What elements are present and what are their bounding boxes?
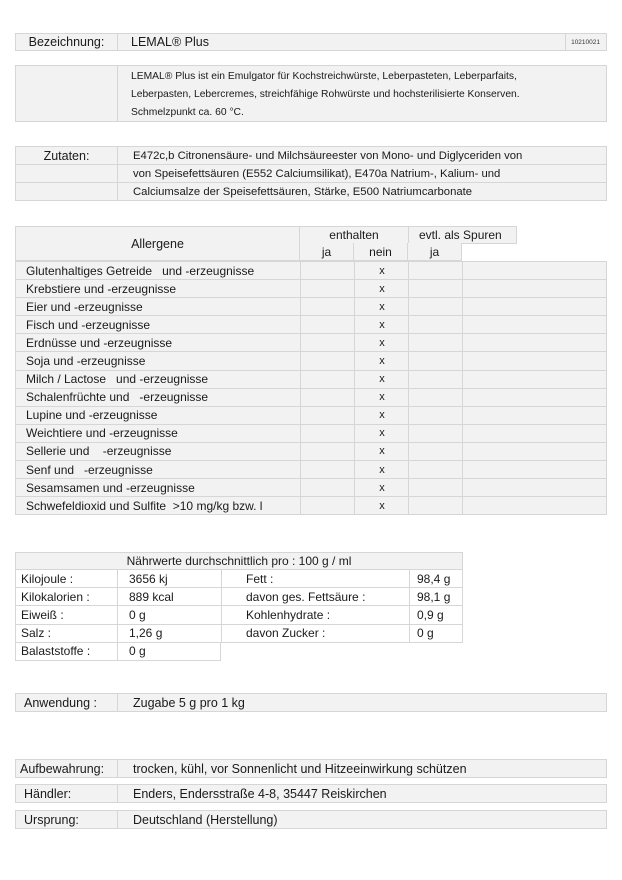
divider xyxy=(117,34,118,50)
allergen-col-yes: ja xyxy=(300,243,354,261)
ingredients-label: Zutaten: xyxy=(43,149,90,163)
allergen-row xyxy=(15,262,607,280)
allergen-traces-yes xyxy=(409,316,463,333)
nutrition-label: Kilojoule : xyxy=(21,571,74,586)
allergen-traces-yes xyxy=(409,352,463,369)
allergen-contained-no: x xyxy=(379,463,385,476)
dealer-label: Händler: xyxy=(24,786,72,801)
allergen-contained-no: x xyxy=(379,282,385,295)
nutrition-label: Salz : xyxy=(21,626,52,641)
divider xyxy=(462,479,463,496)
product-name: LEMAL® Plus xyxy=(131,35,209,49)
allergen-row xyxy=(15,280,607,298)
allergen-group-contained: enthalten xyxy=(300,226,408,244)
divider xyxy=(462,407,463,424)
allergen-row xyxy=(15,425,607,443)
allergen-traces-yes xyxy=(409,479,463,496)
nutrition-value: 0 g xyxy=(129,607,146,622)
nutrition-label: davon Zucker : xyxy=(246,626,326,641)
allergen-traces-yes xyxy=(409,371,463,388)
allergen-contained-no: x xyxy=(379,300,385,313)
nutrition-row xyxy=(15,625,463,643)
allergen-contained-yes xyxy=(301,461,355,478)
allergen-name: Sesamsamen und -erzeugnisse xyxy=(26,480,195,495)
product-name-row xyxy=(15,33,607,51)
origin-value: Deutschland (Herstellung) xyxy=(133,812,278,827)
divider xyxy=(117,694,118,711)
divider xyxy=(462,461,463,478)
divider xyxy=(565,34,566,50)
allergen-row xyxy=(15,497,607,515)
allergen-contained-yes xyxy=(301,352,355,369)
allergen-table xyxy=(15,261,607,515)
allergen-name: Lupine und -erzeugnisse xyxy=(26,408,158,423)
allergen-traces-yes xyxy=(409,334,463,351)
nutrition-value: 0 g xyxy=(417,626,434,641)
nutrition-value: 889 kcal xyxy=(129,589,174,604)
allergen-contained-no: x xyxy=(379,336,385,349)
nutrition-table xyxy=(15,552,463,661)
divider xyxy=(117,66,118,121)
product-name-label: Bezeichnung: xyxy=(28,35,105,49)
allergen-contained-yes xyxy=(301,425,355,442)
description-line: LEMAL® Plus ist ein Emulgator für Kochstreichwürste, Leberpasteten, Leberparfaits, xyxy=(131,71,517,82)
allergen-name: Glutenhaltiges Getreide und -erzeugnisse xyxy=(26,263,255,278)
divider xyxy=(117,811,118,828)
allergen-traces-yes xyxy=(409,389,463,406)
allergen-contained-no: x xyxy=(379,391,385,404)
allergen-row xyxy=(15,371,607,389)
allergen-contained-no: x xyxy=(379,318,385,331)
allergen-name: Milch / Lactose und -erzeugnisse xyxy=(26,372,209,387)
description-row xyxy=(15,65,607,122)
allergen-contained-yes xyxy=(301,389,355,406)
allergen-name: Sellerie und -erzeugnisse xyxy=(26,444,172,459)
divider xyxy=(117,606,118,623)
allergen-name: Weichtiere und -erzeugnisse xyxy=(26,426,178,441)
usage-label: Anwendung : xyxy=(24,695,97,710)
allergen-contained-yes xyxy=(301,316,355,333)
allergen-row xyxy=(15,316,607,334)
allergen-name: Senf und -erzeugnisse xyxy=(26,462,153,477)
nutrition-value: 1,26 g xyxy=(129,626,163,641)
nutrition-label: davon ges. Fettsäure : xyxy=(246,589,366,604)
allergen-traces-yes xyxy=(409,407,463,424)
divider xyxy=(462,316,463,333)
allergen-contained-yes xyxy=(301,298,355,315)
allergen-name: Fisch und -erzeugnisse xyxy=(26,317,151,332)
description-line: Schmelzpunkt ca. 60 °C. xyxy=(131,107,244,118)
divider xyxy=(462,298,463,315)
allergen-table-header xyxy=(15,226,517,261)
allergen-traces-yes xyxy=(409,443,463,460)
nutrition-value: 0 g xyxy=(129,644,146,659)
allergen-name: Eier und -erzeugnisse xyxy=(26,299,143,314)
dealer-value: Enders, Endersstraße 4-8, 35447 Reiskirchen xyxy=(133,786,387,801)
allergen-row xyxy=(15,298,607,316)
ingredients-text xyxy=(133,147,522,201)
nutrition-value: 98,1 g xyxy=(417,589,451,604)
nutrition-label: Balaststoffe : xyxy=(21,644,91,659)
allergen-traces-yes xyxy=(409,280,463,297)
divider xyxy=(409,570,410,587)
nutrition-row xyxy=(15,643,221,661)
divider xyxy=(117,147,118,200)
divider xyxy=(462,425,463,442)
divider xyxy=(462,443,463,460)
allergen-row xyxy=(15,389,607,407)
allergen-col-traces-yes: ja xyxy=(408,243,462,261)
nutrition-row xyxy=(15,588,463,606)
allergen-name: Erdnüsse und -erzeugnisse xyxy=(26,335,173,350)
ingredients-row xyxy=(15,146,607,201)
origin-label: Ursprung: xyxy=(24,812,79,827)
divider xyxy=(221,606,222,623)
allergen-contained-no: x xyxy=(379,499,385,512)
usage-row xyxy=(15,693,607,712)
divider xyxy=(462,389,463,406)
divider xyxy=(221,625,222,642)
allergen-contained-no: x xyxy=(379,355,385,368)
allergen-header-label: Allergene xyxy=(15,226,300,261)
nutrition-label: Fett : xyxy=(246,571,274,586)
nutrition-label: Kilokalorien : xyxy=(21,589,90,604)
divider xyxy=(117,625,118,642)
allergen-traces-yes xyxy=(409,298,463,315)
allergen-traces-yes xyxy=(409,262,463,279)
divider xyxy=(117,785,118,802)
divider xyxy=(221,570,222,587)
divider xyxy=(117,643,118,660)
nutrition-value: 0,9 g xyxy=(417,607,444,622)
divider xyxy=(409,625,410,642)
allergen-contained-no: x xyxy=(379,481,385,494)
allergen-contained-no: x xyxy=(379,409,385,422)
nutrition-label: Kohlenhydrate : xyxy=(246,607,331,622)
divider xyxy=(462,371,463,388)
allergen-name: Soja und -erzeugnisse xyxy=(26,354,146,369)
allergen-contained-yes xyxy=(301,479,355,496)
allergen-contained-yes xyxy=(301,334,355,351)
divider xyxy=(221,588,222,605)
nutrition-value: 3656 kj xyxy=(129,571,168,586)
usage-value: Zugabe 5 g pro 1 kg xyxy=(133,695,245,710)
allergen-contained-yes xyxy=(301,280,355,297)
allergen-traces-yes xyxy=(409,497,463,514)
allergen-row xyxy=(15,443,607,461)
description-text xyxy=(131,68,520,122)
allergen-row xyxy=(15,352,607,370)
nutrition-row xyxy=(15,606,463,624)
allergen-name: Schalenfrüchte und -erzeugnisse xyxy=(26,390,209,405)
allergen-contained-no: x xyxy=(379,445,385,458)
allergen-row xyxy=(15,334,607,352)
allergen-row xyxy=(15,407,607,425)
allergen-name: Krebstiere und -erzeugnisse xyxy=(26,281,177,296)
nutrition-row xyxy=(15,570,463,588)
divider xyxy=(462,497,463,514)
allergen-contained-no: x xyxy=(379,373,385,386)
allergen-contained-yes xyxy=(301,262,355,279)
allergen-traces-yes xyxy=(409,461,463,478)
ingredients-line: E472c,b Citronensäure- und Milchsäureester von Mono- und Diglyceriden von xyxy=(133,150,523,162)
allergen-col-no: nein xyxy=(354,243,408,261)
divider xyxy=(462,334,463,351)
ingredients-line: Calciumsalze der Speisefettsäuren, Stärke, E500 Natriumcarbonate xyxy=(133,186,473,198)
divider xyxy=(462,352,463,369)
divider xyxy=(462,280,463,297)
dealer-row xyxy=(15,784,607,803)
product-code: 10210021 xyxy=(571,38,600,46)
allergen-row xyxy=(15,479,607,497)
nutrition-title: Nährwerte durchschnittlich pro : 100 g / ml xyxy=(15,552,463,570)
allergen-contained-yes xyxy=(301,371,355,388)
storage-label: Aufbewahrung: xyxy=(20,761,105,776)
allergen-contained-no: x xyxy=(379,427,385,440)
allergen-row xyxy=(15,461,607,479)
divider xyxy=(117,588,118,605)
allergen-group-traces: evtl. als Spuren xyxy=(408,226,517,244)
nutrition-label: Eiweiß : xyxy=(21,607,64,622)
nutrition-value: 98,4 g xyxy=(417,571,451,586)
description-line: Leberpasten, Lebercremes, streichfähige Rohwürste und hochsterilisierte Konserven. xyxy=(131,89,520,100)
allergen-contained-yes xyxy=(301,407,355,424)
allergen-contained-yes xyxy=(301,443,355,460)
divider xyxy=(117,570,118,587)
allergen-traces-yes xyxy=(409,425,463,442)
allergen-contained-no: x xyxy=(379,264,385,277)
divider xyxy=(117,760,118,777)
divider xyxy=(409,588,410,605)
storage-row xyxy=(15,759,607,778)
allergen-contained-yes xyxy=(301,497,355,514)
allergen-name: Schwefeldioxid und Sulfite >10 mg/kg bzw. l xyxy=(26,498,263,513)
ingredients-line: von Speisefettsäuren (E552 Calciumsilikat), E470a Natrium-, Kalium- und xyxy=(133,168,501,180)
origin-row xyxy=(15,810,607,829)
divider xyxy=(409,606,410,623)
storage-value: trocken, kühl, vor Sonnenlicht und Hitzeeinwirkung schützen xyxy=(133,761,467,776)
divider xyxy=(462,262,463,279)
